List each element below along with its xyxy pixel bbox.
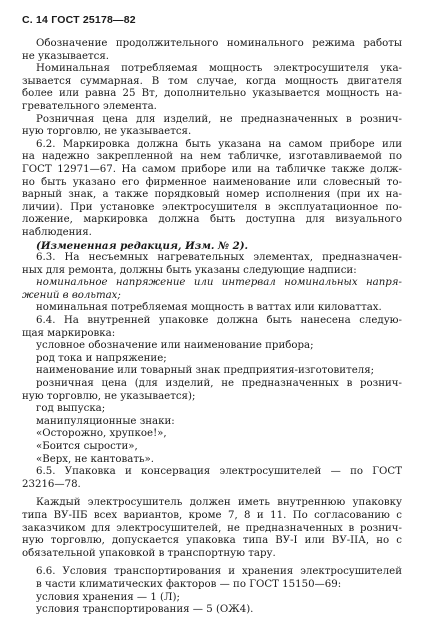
text-line: ГОСТ 12971—67. На самом приборе или на табличке также долж- <box>22 163 402 175</box>
text-line: «Боится сырости», <box>36 441 138 452</box>
text-line: более или равна 25 Вт, дополнительно указывается мощность на- <box>22 88 402 100</box>
text-line: Номинальная потребляемая мощность электросушителя ука- <box>36 63 402 75</box>
text-line: номинальная потребляемая мощность в ваттах или киловаттах. <box>36 302 382 314</box>
text-line: личии). При установке электросушителя в эксплуатационное по- <box>22 201 402 213</box>
document-body <box>22 38 402 617</box>
text-line: (Измененная редакция, Изм. № 2). <box>36 239 249 252</box>
text-line: розничная цена (для изделий, не предназначенных в рознич- <box>36 378 402 390</box>
text-line: Розничная цена для изделий, не предназначенных в рознич- <box>36 113 402 125</box>
text-line: «Верх, не кантовать». <box>36 453 155 465</box>
text-line: 23216—78. <box>22 478 81 490</box>
text-line: 6.2. Маркировка должна быть указана на самом приборе или <box>36 138 402 150</box>
text-line: ных для ремонта, должны быть указаны следующие надписи: <box>22 264 357 276</box>
text-line: номинальное напряжение или интервал номинальных напря- <box>36 277 402 289</box>
text-line: не указывается. <box>22 50 110 62</box>
page-header: С. 14 ГОСТ 25178—82 <box>22 14 136 26</box>
text-line: 6.3. На несъемных нагревательных элементах, предназначен- <box>36 252 402 264</box>
text-line: на надежно закрепленной на нем табличке, изготавливаемой по <box>22 151 402 163</box>
text-line: типа ВУ-IIБ всех вариантов, кроме 7, 8 и 11. По согласованию с <box>22 509 402 521</box>
text-line: манипуляционные знаки: <box>36 415 175 427</box>
document-page <box>22 14 402 617</box>
text-line: 6.6. Условия транспортирования и хранения электросушителей <box>36 566 402 578</box>
text-line: ную торговлю, не указывается. <box>22 126 192 138</box>
text-line: год выпуска; <box>36 403 106 415</box>
text-line: ную торговлю, допускается упаковка типа ВУ-I или ВУ-IIА, но с <box>22 535 402 547</box>
text-line: но быть указано его фирменное наименование или словесный то- <box>22 176 402 188</box>
text-line: жений в вольтах; <box>22 289 121 301</box>
text-line: гревательного элемента. <box>22 100 157 112</box>
text-line: условное обозначение или наименование прибора; <box>36 340 314 352</box>
text-line: Каждый электросушитель должен иметь внутреннюю упаковку <box>36 497 402 509</box>
text-line: Обозначение продолжительного номинального режима работы <box>36 38 402 49</box>
text-line: «Осторожно, хрупкое!», <box>36 428 167 440</box>
text-line: зывается суммарная. В том случае, когда мощность двигателя <box>22 75 402 87</box>
text-line: условия транспортирования — 5 (ОЖ4). <box>36 604 254 616</box>
text-line: 6.4. На внутренней упаковке должна быть нанесена следую- <box>36 315 402 327</box>
text-line: обязательной упаковкой в транспортную тару. <box>22 547 276 559</box>
text-line: наблюдения. <box>22 226 92 238</box>
text-line: род тока и напряжение; <box>36 352 167 364</box>
text-line: ложение, маркировка должна быть доступна для визуального <box>22 214 402 226</box>
text-line: условия хранения — 1 (Л); <box>36 591 180 603</box>
text-line: заказчиком для электросушителей, не предназначенных в рознич- <box>22 522 402 534</box>
text-line: щая маркировка: <box>22 327 116 339</box>
text-line: наименование или товарный знак предприятия-изготовителя; <box>36 365 375 377</box>
text-line: в части климатических факторов — по ГОСТ 15150—69: <box>36 578 342 590</box>
text-line: ную торговлю, не указывается); <box>22 390 196 402</box>
text-line: варный знак, а также порядковый номер исполнения (при их на- <box>22 189 402 201</box>
text-line: 6.5. Упаковка и консервация электросушителей — по ГОСТ <box>36 466 402 478</box>
